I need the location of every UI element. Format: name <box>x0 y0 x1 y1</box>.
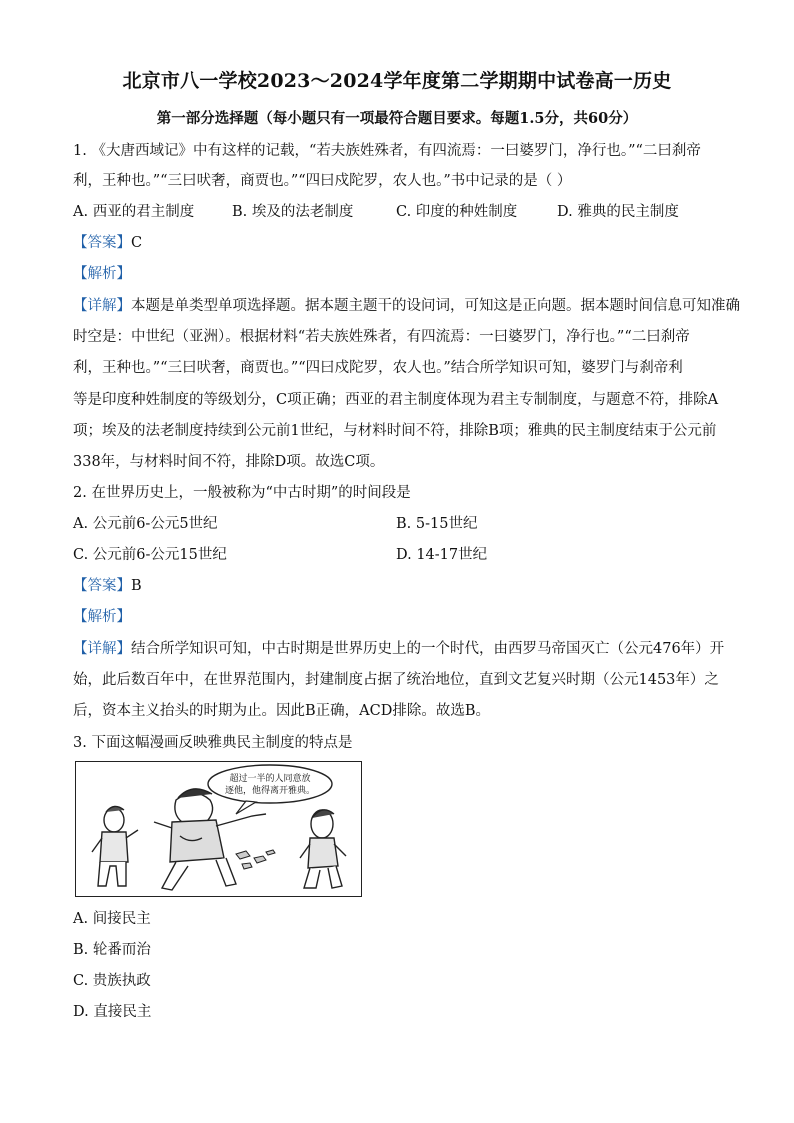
q1-detail-line-5: 项；埃及的法老制度持续到公元前1世纪，与材料时间不符，排除B项；雅典的民主制度结束于公元前 <box>73 423 717 439</box>
section-heading: 第一部分选择题（每小题只有一项最符合题目要求。每题1.5分，共60分） <box>156 110 638 127</box>
q2-stem: 2. 在世界历史上，一般被称为“中古时期”的时间段是 <box>73 485 411 501</box>
q2-answer-value: B <box>131 578 142 594</box>
q2-option-d[interactable]: D. 14-17世纪 <box>396 547 488 563</box>
q1-detail-line-4: 等是印度种姓制度的等级划分，C项正确；西亚的君主制度体现为君主专制制度，与题意不符，排除A <box>73 392 719 408</box>
left-figure <box>92 806 138 886</box>
q2-detail-line-2: 始，此后数百年中，在世界范围内，封建制度占据了统治地位，直到文艺复兴时期（公元1453年）之 <box>73 672 719 688</box>
q2-option-c[interactable]: C. 公元前6-公元15世纪 <box>73 547 227 563</box>
q3-option-c[interactable]: C. 贵族执政 <box>73 973 151 989</box>
q1-answer <box>73 233 142 253</box>
q2-analysis-tag: 【解析】 <box>73 609 131 625</box>
q1-option-b[interactable]: B. 埃及的法老制度 <box>232 204 354 220</box>
q1-detail-line-3: 利，王种也。”“三曰吠奢，商贾也。”“四曰戍陀罗，农人也。”结合所学知识可知，婆罗门与刹帝利 <box>73 360 683 376</box>
q3-option-d[interactable]: D. 直接民主 <box>73 1004 152 1020</box>
q2-option-b[interactable]: B. 5-15世纪 <box>396 516 478 532</box>
q1-option-d[interactable]: D. 雅典的民主制度 <box>557 204 679 220</box>
q3-option-b[interactable]: B. 轮番而治 <box>73 942 151 958</box>
right-figure <box>300 810 346 888</box>
q1-answer-value: C <box>131 235 143 251</box>
q1-detail-line-6: 338年，与材料时间不符，排除D项。故选C项。 <box>73 454 385 470</box>
speech-bubble-line-2: 逐他，他得离开雅典。 <box>224 786 316 796</box>
cartoon-drawing <box>76 762 361 896</box>
q1-stem-line-1: 1. 《大唐西域记》中有这样的记载，“若夫族姓殊者，有四流焉：一曰婆罗门，净行也。”“二曰刹帝 <box>73 143 701 159</box>
answer-tag: 【答案】 <box>73 578 131 594</box>
q1-stem-line-2: 利，王种也。”“三曰吠奢，商贾也。”“四曰戍陀罗，农人也。”书中记录的是（ ） <box>73 173 572 189</box>
q2-detail-line-3: 后，资本主义抬头的时期为止。因此B正确，ACD排除。故选B。 <box>73 703 491 719</box>
q2-detail-line-1 <box>73 639 724 659</box>
q2-detail-text: 结合所学知识可知，中古时期是世界历史上的一个时代，由西罗马帝国灭亡（公元476年）开 <box>131 641 725 657</box>
q3-stem: 3. 下面这幅漫画反映雅典民主制度的特点是 <box>73 735 353 751</box>
q1-analysis-tag: 【解析】 <box>73 266 131 282</box>
answer-tag: 【答案】 <box>73 235 131 251</box>
q1-detail-line-1 <box>73 296 740 316</box>
exam-title: 北京市八一学校2023～2024学年度第二学期期中试卷高一历史 <box>122 70 672 92</box>
speech-bubble-line-1: 超过一半的人同意放 <box>229 774 311 784</box>
q1-detail-line-2: 时空是：中世纪（亚洲）。根据材料“若夫族姓殊者，有四流焉：一曰婆罗门，净行也。”“二曰刹帝 <box>73 329 690 345</box>
speech-bubble <box>208 765 332 803</box>
q1-option-a[interactable]: A. 西亚的君主制度 <box>73 204 195 220</box>
pottery-shards <box>236 850 275 869</box>
detail-tag: 【详解】 <box>73 298 131 314</box>
athens-ostracism-cartoon <box>75 761 362 897</box>
q3-option-a[interactable]: A. 间接民主 <box>73 911 151 927</box>
q1-detail-text: 本题是单类型单项选择题。据本题主题干的设问词，可知这是正向题。据本题时间信息可知准确 <box>131 298 740 314</box>
detail-tag: 【详解】 <box>73 641 131 657</box>
q1-option-c[interactable]: C. 印度的种姓制度 <box>396 204 518 220</box>
q2-answer <box>73 576 142 596</box>
q2-option-a[interactable]: A. 公元前6-公元5世纪 <box>73 516 218 532</box>
